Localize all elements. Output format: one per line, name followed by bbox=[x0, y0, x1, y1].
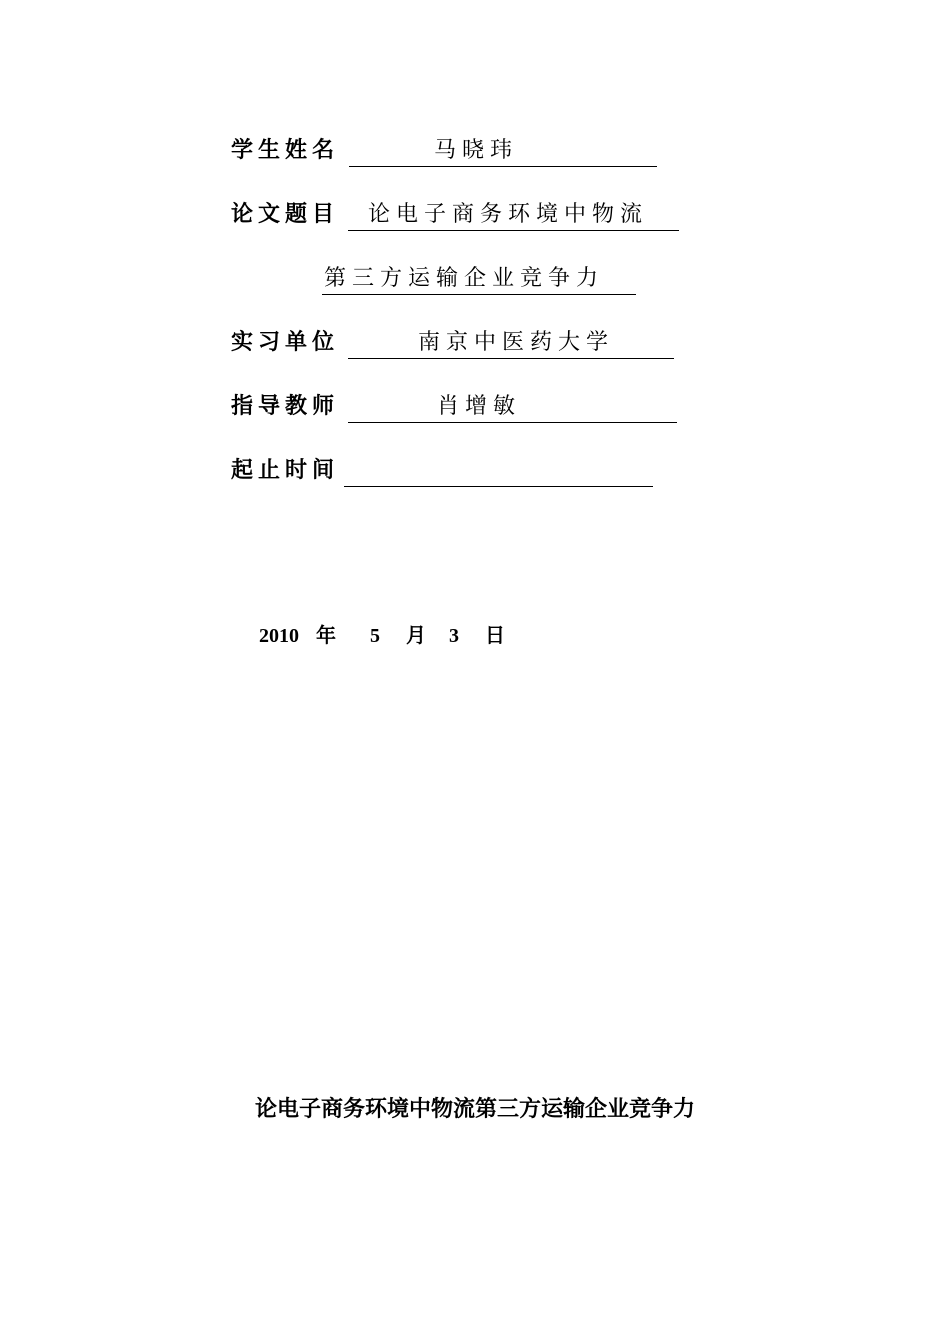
thesis-title-label: 论文题目 bbox=[231, 202, 340, 227]
date-month-unit: 月 bbox=[406, 625, 426, 647]
date-year-unit: 年 bbox=[316, 625, 336, 647]
student-name-label: 学生姓名 bbox=[231, 138, 340, 163]
advisor-value: 肖增敏 bbox=[437, 394, 522, 419]
student-name-value: 马晓玮 bbox=[434, 138, 519, 163]
student-name-row bbox=[231, 136, 661, 170]
document-title: 论电子商务环境中物流第三方运输企业竞争力 bbox=[254, 1097, 695, 1122]
period-label: 起止时间 bbox=[231, 458, 340, 483]
internship-unit-row bbox=[231, 328, 681, 362]
thesis-title-row-2 bbox=[322, 264, 642, 298]
date-year: 2010 bbox=[259, 625, 299, 647]
date-day-unit: 日 bbox=[485, 625, 505, 647]
date-day: 3 bbox=[449, 625, 459, 647]
date-month: 5 bbox=[370, 625, 380, 647]
period-row bbox=[231, 456, 661, 490]
period-underline bbox=[344, 456, 653, 487]
advisor-label: 指导教师 bbox=[231, 394, 340, 419]
thesis-title-line2: 第三方运输企业竞争力 bbox=[324, 266, 605, 291]
thesis-title-row bbox=[231, 200, 691, 234]
advisor-row bbox=[231, 392, 681, 426]
internship-unit-label: 实习单位 bbox=[231, 330, 340, 355]
internship-unit-value: 南京中医药大学 bbox=[418, 330, 615, 355]
thesis-title-line1: 论电子商务环境中物流 bbox=[368, 202, 649, 227]
